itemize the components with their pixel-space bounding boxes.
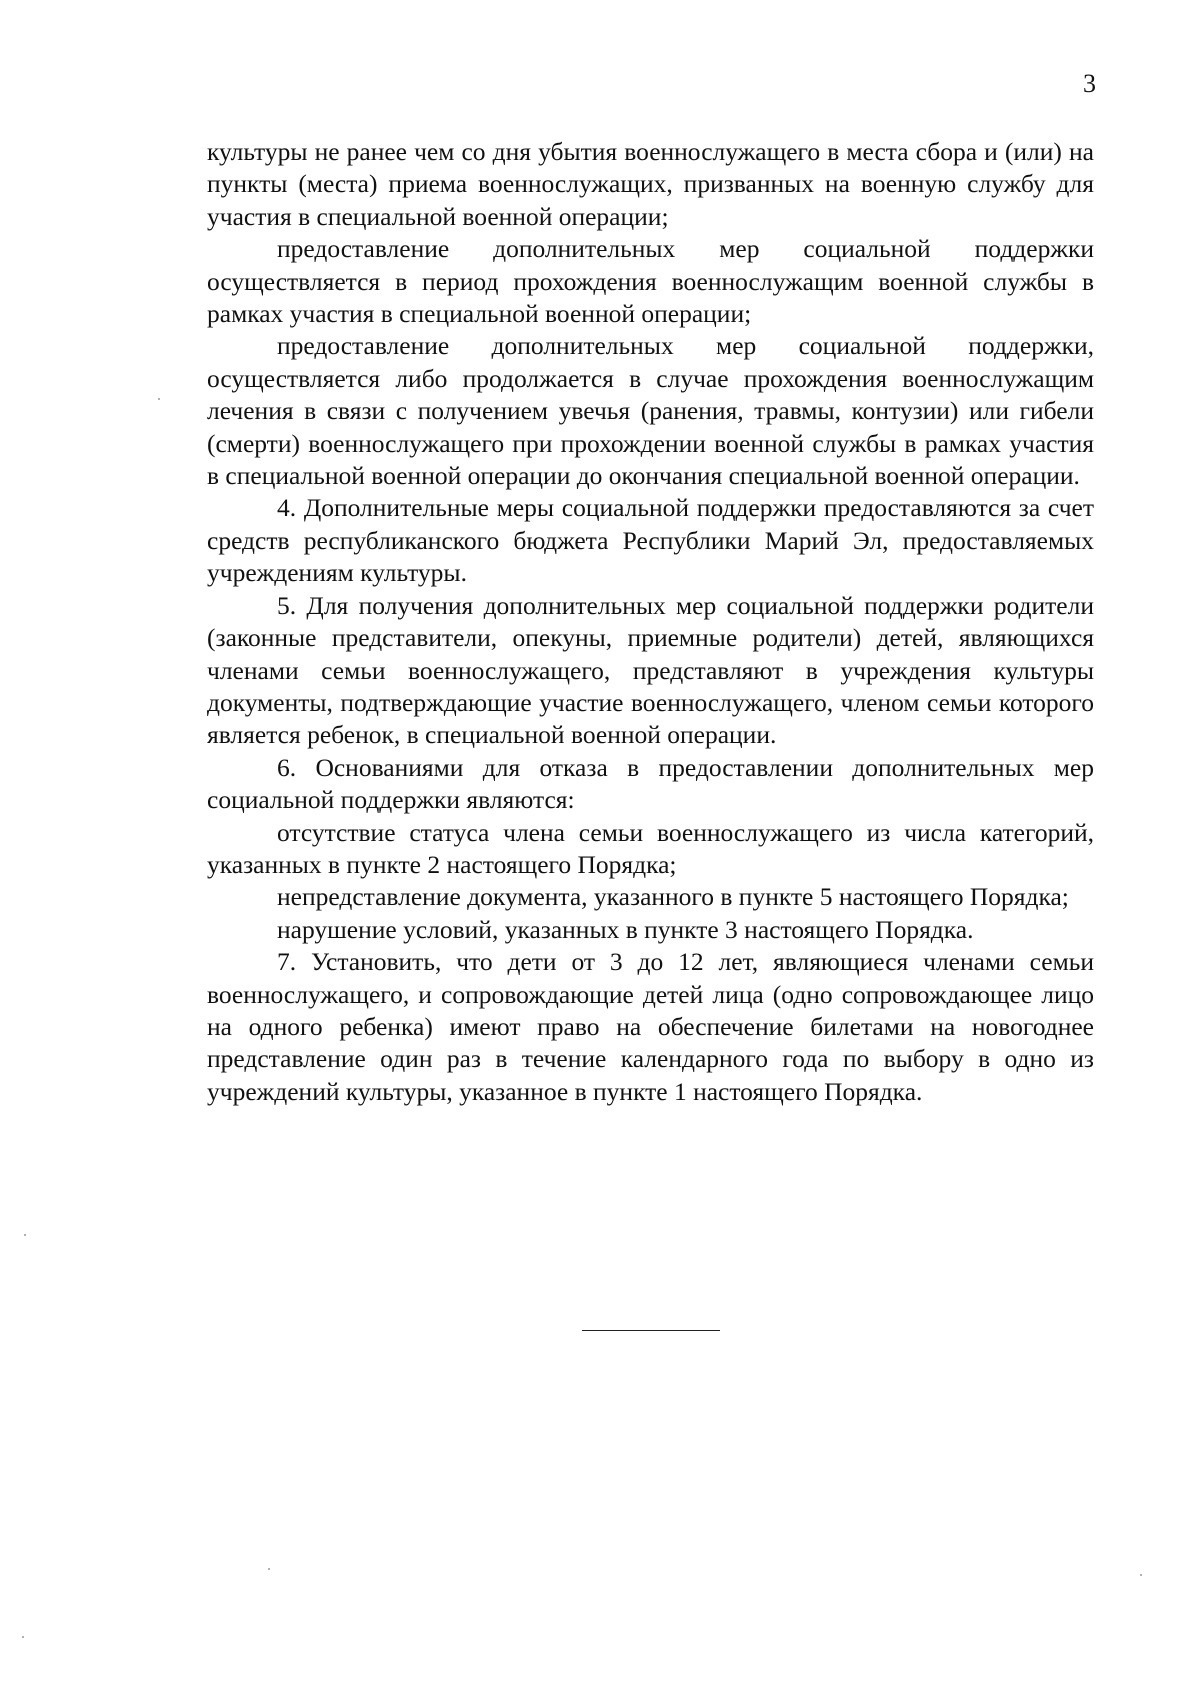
scan-speck	[1140, 1574, 1142, 1576]
paragraph-support-period: предоставление дополнительных мер социальной поддержки осуществляется в период прохождения военнослужащим военной службы в рамках участия в специальной военной операции;	[207, 234, 1094, 329]
scan-speck	[158, 398, 160, 400]
paragraph-refusal-status: отсутствие статуса члена семьи военнослужащего из числа категорий, указанных в пункте 2 настоящего Порядка;	[207, 817, 1094, 879]
scan-speck	[24, 1234, 26, 1236]
paragraph-refusal-conditions: нарушение условий, указанных в пункте 3 настоящего Порядка.	[277, 914, 974, 944]
page-number: 3	[1083, 69, 1096, 98]
scan-speck	[268, 1568, 270, 1570]
paragraph-continuation: культуры не ранее чем со дня убытия военнослужащего в места сбора и (или) на пункты (места) приема военнослужащих, призванных на военную службу для участия в специальной военной операции;	[207, 137, 1094, 231]
document-body	[207, 136, 1094, 1108]
end-separator-line	[582, 1330, 720, 1331]
paragraph-item-7: 7. Установить, что дети от 3 до 12 лет, являющиеся членами семьи военнослужащего, и сопровождающие детей лица (одно сопровождающее лицо на одного ребенка) имеют право на обеспечение билетами на новогоднее представление один раз в течение календарного года по выбору в одно из учреждений культуры, указанное в пункте 1 настоящего Порядка.	[207, 947, 1094, 1106]
scan-speck	[22, 1636, 24, 1638]
paragraph-item-6: 6. Основаниями для отказа в предоставлении дополнительных мер социальной поддержки являются:	[207, 752, 1094, 815]
paragraph-support-continuation: предоставление дополнительных мер социальной поддержки, осуществляется либо продолжается в случае прохождения военнослужащим лечения в связи с получением увечья (ранения, травмы, контузии) или гибели (смерти) военнослужащего при прохождении военной службы в рамках участия в специальной военной операции до окончания специальной военной операции.	[207, 331, 1094, 491]
paragraph-item-4: 4. Дополнительные меры социальной поддержки предоставляются за счет средств республиканского бюджета Республики Марий Эл, предоставляемых учреждениям культуры.	[207, 493, 1094, 588]
paragraph-item-5: 5. Для получения дополнительных мер социальной поддержки родители (законные представители, опекуны, приемные родители) детей, являющихся членами семьи военнослужащего, представляют в учреждения культуры документы, подтверждающие участие военнослужащего, членом семьи которого является ребенок, в специальной военной операции.	[207, 590, 1094, 750]
paragraph-refusal-document: непредставление документа, указанного в пункте 5 настоящего Порядка;	[277, 882, 1069, 912]
